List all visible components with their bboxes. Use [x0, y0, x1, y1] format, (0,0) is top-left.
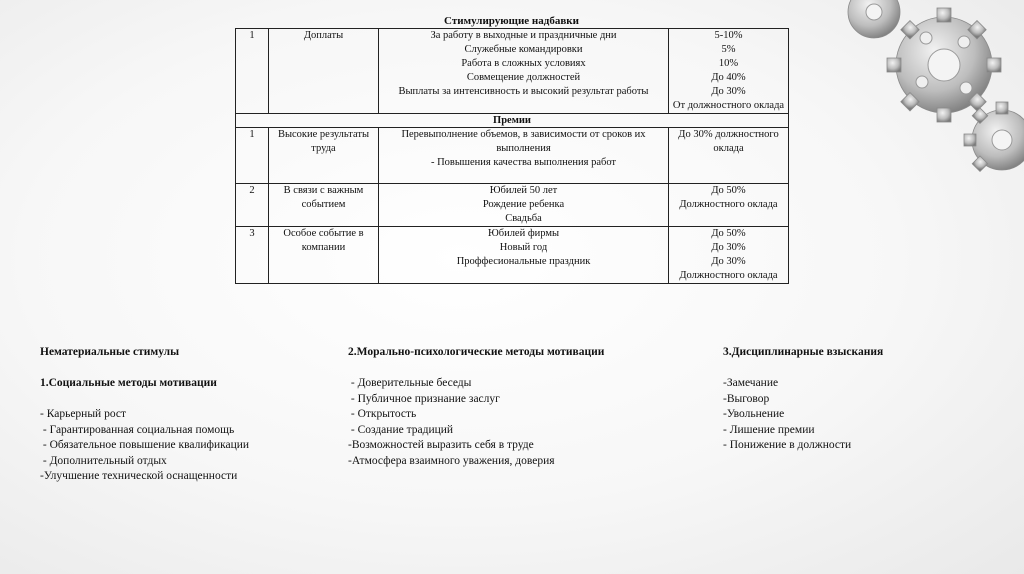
list-item: -Выговор	[723, 392, 770, 405]
cell-values	[669, 29, 789, 114]
cell-name: Доплаты	[269, 29, 379, 114]
value-item: 5-10%	[714, 30, 743, 41]
column-subheading: 1.Социальные методы мотивации	[40, 377, 217, 389]
list-item: -Замечание	[723, 377, 779, 389]
cell-name: В связи с важным событием	[269, 184, 379, 227]
table-row	[236, 29, 789, 114]
list-item: Служебные командировки	[464, 44, 583, 55]
list-item: - Дополнительный отдых	[40, 454, 167, 467]
cell-name: Высокие результаты труда	[269, 128, 379, 184]
table-title: Стимулирующие надбавки	[444, 15, 579, 27]
list-item: - Повышения качества выполнения работ	[430, 157, 617, 168]
cell-values	[669, 128, 789, 184]
value-item: До 30% должностного оклада	[678, 129, 779, 154]
list-item: Свадьба	[505, 213, 542, 224]
cell-values	[669, 227, 789, 284]
list-item: -Атмосфера взаимного уважения, доверия	[348, 454, 555, 467]
list-item: Новый год	[499, 242, 548, 253]
cell-num: 3	[236, 227, 269, 284]
cell-num: 1	[236, 128, 269, 184]
moral-methods-column	[348, 345, 678, 469]
list-item: - Карьерный рост	[40, 408, 127, 420]
cell-num: 1	[236, 29, 269, 114]
list-item: - Доверительные беседы	[348, 377, 472, 389]
value-item: До 30%	[711, 86, 746, 97]
column-heading: 3.Дисциплинарные взыскания	[723, 346, 884, 358]
list-item: - Понижение в должности	[723, 439, 852, 451]
incentives-table	[235, 28, 789, 284]
list-item: - Публичное признание заслуг	[348, 392, 500, 405]
cell-items	[379, 128, 669, 184]
column-heading: Нематериальные стимулы	[40, 346, 180, 358]
value-item: До 50%	[711, 185, 746, 196]
cell-num: 2	[236, 184, 269, 227]
list-item: -Возможностей выразить себя в труде	[348, 439, 534, 451]
table-section-row	[236, 114, 789, 128]
value-item: До 40%	[711, 72, 746, 83]
value-item: До 30%	[711, 242, 746, 253]
table-row	[236, 128, 789, 184]
list-item: За работу в выходные и праздничные дни	[430, 30, 617, 41]
cell-items	[379, 227, 669, 284]
value-item: 10%	[718, 58, 739, 69]
cell-values	[669, 184, 789, 227]
list-item: Юбилей фирмы	[487, 228, 560, 239]
value-item: До 50%	[711, 228, 746, 239]
list-item: Работа в сложных условиях	[461, 58, 586, 69]
table-row	[236, 227, 789, 284]
list-item: - Открытость	[348, 408, 417, 420]
list-item: - Обязательное повышение квалификации	[40, 439, 250, 451]
cell-name: Особое событие в компании	[269, 227, 379, 284]
cell-items	[379, 184, 669, 227]
value-item: 5%	[721, 44, 736, 55]
cell-items	[379, 29, 669, 114]
list-item: Совмещение должностей	[466, 72, 581, 83]
list-item: - Лишение премии	[723, 423, 815, 436]
incentives-table-block	[235, 14, 788, 284]
list-item: - Создание традиций	[348, 423, 454, 436]
list-item: Выплаты за интенсивность и высокий результат работы	[398, 86, 649, 97]
list-item: Перевыполнение объемов, в зависимости от сроков их выполнения	[401, 129, 646, 154]
list-item: Проффесиональные праздник	[456, 256, 591, 267]
list-item: - Гарантированная социальная помощь	[40, 423, 235, 436]
list-item: -Увольнение	[723, 408, 785, 420]
value-item: Должностного оклада	[679, 270, 778, 281]
value-item: Должностного оклада	[679, 199, 778, 210]
column-heading: 2.Морально-психологические методы мотивации	[348, 346, 605, 358]
premii-section-title: Премии	[236, 114, 789, 128]
value-item: До 30%	[711, 256, 746, 267]
table-row	[236, 184, 789, 227]
list-item: -Улучшение технической оснащенности	[40, 470, 238, 482]
gears-decoration	[834, 0, 1024, 180]
list-item: Юбилей 50 лет	[489, 185, 558, 196]
nonmaterial-column	[40, 345, 340, 485]
value-item: От должностного оклада	[672, 100, 785, 111]
disciplinary-column	[723, 345, 983, 454]
list-item: Рождение ребенка	[482, 199, 565, 210]
